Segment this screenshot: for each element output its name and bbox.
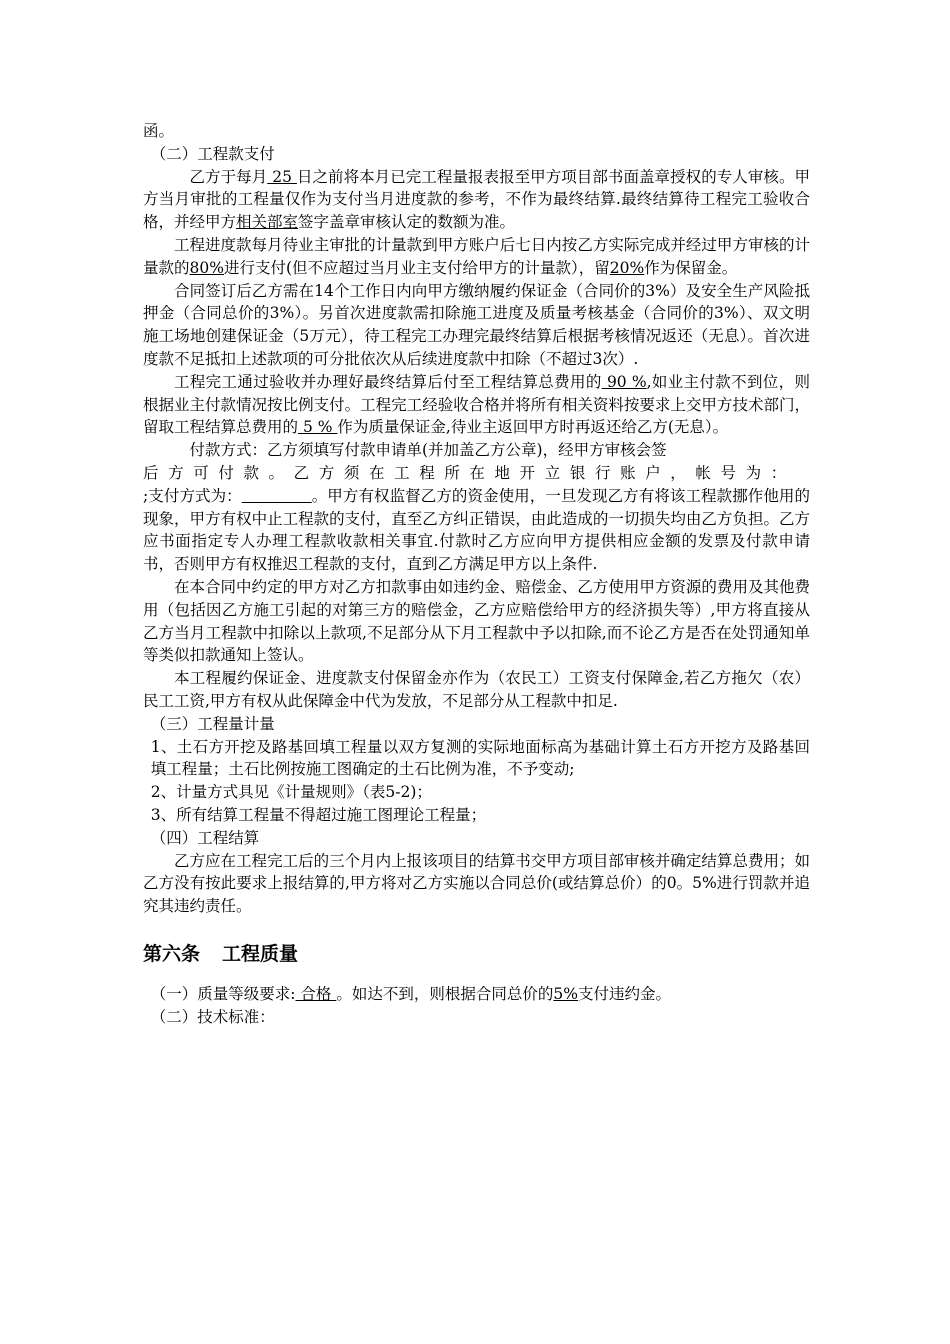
article-number: 第六条 <box>143 942 201 965</box>
line: 付款方式：乙方须填写付款申请单(并加盖乙方公章)，经甲方审核会签 <box>189 441 667 460</box>
list-item: 2、计量方式具见《计量规则》（表5-2)； <box>150 783 432 802</box>
quality-grade-line <box>143 983 810 1006</box>
paragraph-settlement: 乙方应在工程完工后的三个月内上报该项目的结算书交甲方项目部审核并确定结算总费用；如乙方没有按此要求上报结算的,甲方将对乙方实施以合同总价(或结算总价）的0。5%进行罚款并追究其违约责任。 <box>143 851 810 916</box>
paragraph-wage-guarantee: 本工程履约保证金、进度款支付保留金亦作为（农民工）工资支付保障金,若乙方拖欠（农）民工工资,甲方有权从此保障金中代为发放，不足部分从工程款中扣足. <box>143 669 810 710</box>
paragraph-payment-method <box>143 439 810 576</box>
underlined-percent: 5% <box>553 984 578 1003</box>
underlined-department: 相关部室 <box>236 213 299 232</box>
paragraph-final-settlement <box>143 371 810 439</box>
paragraph-deposit: 合同签订后乙方需在14个工作日内向甲方缴纳履约保证金（合同价的3%）及安全生产风险抵押金（合同总价的3%）。另首次进度款需扣除施工进度及质量考核基金（合同价的3%）、双文明施工场地创建保证金（5万元），待工程完工办理完最终结算后根据考核情况返还（无息）。首次进度款不足抵扣上述款项的可分批依次从后续进度款中扣除（不超过3次）. <box>143 281 810 368</box>
text: 作为质量保证金,待业主返回甲方时再返还给乙方(无息）。 <box>337 418 729 437</box>
text: 支付违约金。 <box>577 984 671 1003</box>
article-heading <box>143 942 810 966</box>
text: ,如业主付款不到位，则根据业主付款情况按比例支付。工程完工经验收合格并将所有相关资料按要求上交甲方技术部门，留取工程结算总费用的 <box>143 372 810 437</box>
text: 乙方于每月 <box>189 167 268 186</box>
paragraph-deductions: 在本合同中约定的甲方对乙方扣款事由如违约金、赔偿金、乙方使用甲方资源的费用及其他费用（包括因乙方施工引起的对第三方的赔偿金，乙方应赔偿给甲方的经济损失等）,甲方将直接从乙方当月工程款中扣除以上款项,不足部分从下月工程款中予以扣除,而不论乙方是否在处罚通知单等类似扣款通知上签认。 <box>143 577 810 665</box>
technical-standard-line: （二）技术标准： <box>150 1007 275 1026</box>
text: 作为保留金。 <box>644 258 738 277</box>
list-item: 1、土石方开挖及路基回填工程量以双方复测的实际地面标高为基础计算土石方开挖方及路基回填工程量；土石比例按施工图确定的土石比例为准，不予变动; <box>150 737 810 779</box>
text: 日之前将本月已完工程量报表报至甲方项目部书面盖章授权的专人审核。甲方当月审批的工程量仅作为支付当月进度款的参考，不作为最终结算.最终结算待工程完工验收合格，并经甲方 <box>143 167 810 232</box>
contract-page <box>143 120 810 1028</box>
section-heading-settlement: （四）工程结算 <box>150 828 260 847</box>
list-item: 3、所有结算工程量不得超过施工图理论工程量； <box>150 805 487 824</box>
underlined-day: 25 <box>267 167 297 186</box>
text: 工程进度款每月待业主审批的计量款到甲方账户后七日内按乙方实际完成并经过甲方审核的计量款的 <box>143 235 810 277</box>
underlined-percent: 5 % <box>298 418 338 437</box>
section-heading-payment: （二）工程款支付 <box>150 144 275 163</box>
payment-method-blank <box>242 487 312 505</box>
paragraph-progress-payment <box>143 234 810 280</box>
text: 签字盖章审核认定的数额为准。 <box>298 213 516 232</box>
paragraph-continuation: 函。 <box>143 122 175 140</box>
paragraph-monthly-report <box>143 166 810 234</box>
underlined-grade: 合格 <box>295 984 337 1003</box>
text: ;支付方式为： <box>143 486 242 505</box>
line <box>143 485 810 576</box>
text: 。甲方有权监督乙方的资金使用，一旦发现乙方有将该工程款挪作他用的现象，甲方有权中止工程款的支付，直至乙方纠正错误，由此造成的一切损失均由乙方负担。乙方应书面指定专人办理工程款收款相关事宜.付款时乙方应向甲方提供相应金额的发票及付款申请书，否则甲方有权推迟工程款的支付，直到乙方满足甲方以上条件. <box>143 486 810 574</box>
section-heading-measurement: （三）工程量计量 <box>150 714 275 733</box>
text: 。如达不到，则根据合同总价的 <box>336 984 554 1003</box>
underlined-percent: 20% <box>609 258 645 277</box>
line-spread: 后方可付款。乙方须在工程所在地开立银行账户，帐号为： <box>143 463 796 482</box>
underlined-percent: 80% <box>189 258 224 277</box>
text: 进行支付(但不应超过当月业主支付给甲方的计量款），留 <box>223 258 610 277</box>
text: （一）质量等级要求: <box>150 984 296 1003</box>
underlined-percent: 90 % <box>601 372 647 391</box>
text: 工程完工通过验收并办理好最终结算后付至工程结算总费用的 <box>174 372 602 391</box>
article-title: 工程质量 <box>222 942 299 965</box>
